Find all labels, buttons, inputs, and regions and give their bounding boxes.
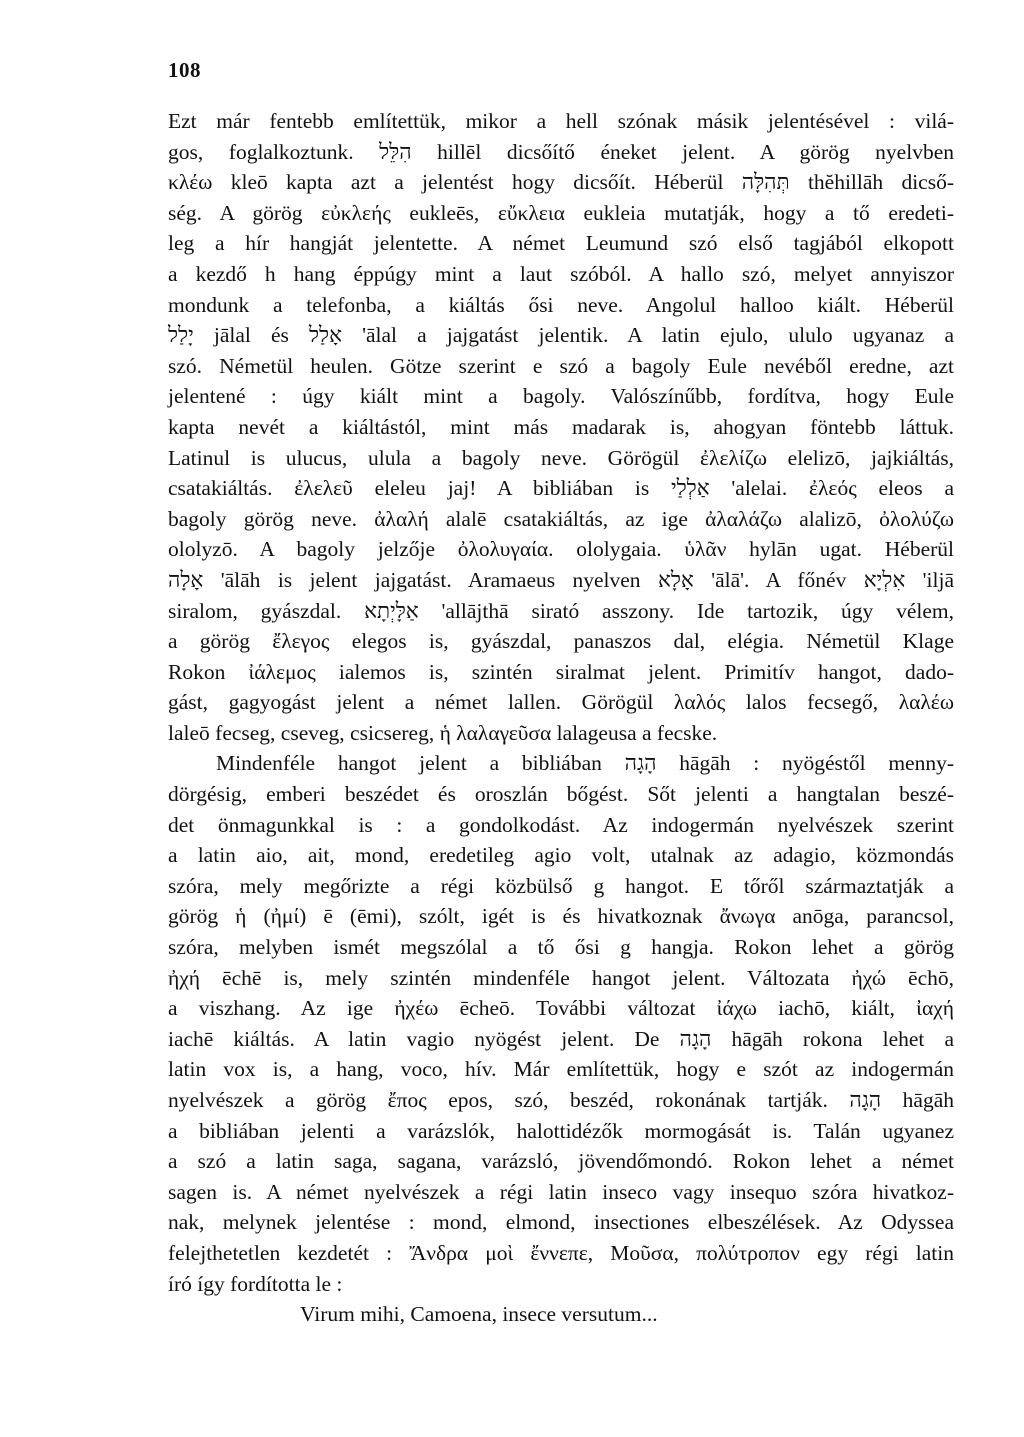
text-line: אָלָה 'ālāh is jelent jajgatást. Aramaeus nyelven אָלָא 'ālā'. A főnév אִלְיָא 'iljā [168, 567, 954, 592]
text-line: iachē kiáltás. A latin vagio nyögést jelent. De הָגָה hāgāh rokona lehet a [168, 1026, 954, 1051]
text-line: a viszhang. Az ige ἠχέω ēcheō. További változat ἰάχω iachō, kiált, ἰαχή [168, 996, 954, 1021]
text-line: a görög ἔλεγος elegos is, gyászdal, panaszos dal, elégia. Németül Klage [168, 629, 954, 654]
text-line: mondunk a telefonba, a kiáltás ősi neve. Angolul halloo kiált. Héberül [168, 292, 954, 317]
text-line: יָלַל jālal és אָלַל 'ālal a jajgatást jelentik. A latin ejulo, ululo ugyanaz a [168, 323, 954, 348]
text-line: siralom, gyászdal. אַלָּיְתָא 'allājthā sirató asszony. Ide tartozik, úgy vélem, [168, 598, 954, 623]
text-line: gos, foglalkoztunk. הִלֵּל hillēl dicsőítő éneket jelent. A görög nyelvben [168, 139, 954, 164]
text-line: Rokon ἰάλεμος ialemos is, szintén siralmat jelent. Primitív hangot, dado- [168, 659, 954, 684]
text-line: író így fordította le : [168, 1271, 343, 1296]
text-line: nak, melynek jelentése : mond, elmond, insectiones elbeszélések. Az Odyssea [168, 1210, 954, 1235]
text-line: sagen is. A német nyelvészek a régi latin inseco vagy insequo szóra hivatkoz- [168, 1179, 954, 1204]
paragraph-2 [168, 748, 954, 1299]
text-line: dörgésig, emberi beszédet és oroszlán bőgést. Sőt jelenti a hangtalan beszé- [168, 782, 954, 807]
text-line: a bibliában jelenti a varázslók, halottidézők mormogását is. Talán ugyanez [168, 1118, 954, 1143]
text-line: ἠχή ēchē is, mely szintén mindenféle hangot jelent. Változata ἠχώ ēchō, [168, 965, 954, 990]
text-line: Latinul is ulucus, ulula a bagoly neve. Görögül ἐλελίζω elelizō, jajkiáltás, [168, 445, 954, 470]
text-line: felejthetetlen kezdetét : Ἄνδρα μοὶ ἔννεπε, Μοῦσα, πολύτροπον egy régi latin [168, 1240, 954, 1265]
text-line: Mindenféle hangot jelent a bibliában הָגָה hāgāh : nyögéstől menny- [216, 751, 955, 776]
text-line: szóra, mely megőrizte a régi közbülső g hangot. E tőről származtatják a [168, 873, 954, 898]
text-line: csatakiáltás. ἐλελεῦ eleleu jaj! A bibliában is אַלְלַי 'alelai. ἐλεός eleos a [168, 476, 954, 501]
text-line: gást, gagyogást jelent a német lallen. Görögül λαλός lalos fecsegő, λαλέω [168, 690, 954, 715]
page-number: 108 [168, 58, 201, 82]
text-line: kapta nevét a kiáltástól, mint más madarak is, ahogyan föntebb láttuk. [168, 414, 954, 439]
text-line: a szó a latin saga, sagana, varázsló, jövendőmondó. Rokon lehet a német [168, 1149, 954, 1174]
body-text [168, 106, 954, 1299]
text-line: leg a hír hangját jelentette. A német Leumund szó első tagjából elkopott [168, 231, 954, 256]
text-line: bagoly görög neve. ἀλαλή alalē csatakiáltás, az ige ἀλαλάζω alalizō, ὀλολύζω [168, 506, 954, 531]
text-line: latin vox is, a hang, voco, hív. Már említettük, hogy e szót az indogermán [168, 1057, 954, 1082]
text-line: szó. Németül heulen. Götze szerint e szó a bagoly Eule nevéből eredne, azt [168, 353, 954, 378]
text-line: jelentené : úgy kiált mint a bagoly. Valószínűbb, fordítva, hogy Eule [168, 384, 954, 409]
verse-quotation: Virum mihi, Camoena, insece versutum... [300, 1302, 658, 1326]
text-line: a latin aio, ait, mond, eredetileg agio volt, utalnak az adagio, közmondás [168, 843, 954, 868]
text-line: a kezdő h hang éppúgy mint a laut szóból. A hallo szó, melyet annyiszor [168, 261, 954, 286]
text-line: κλέω kleō kapta azt a jelentést hogy dicsőít. Héberül תְּהִלָּה thĕhillāh dicső- [168, 170, 954, 195]
text-line: szóra, melyben ismét megszólal a tő ősi g hangja. Rokon lehet a görög [168, 935, 954, 960]
text-line: det önmagunkkal is : a gondolkodást. Az indogermán nyelvészek szerint [168, 812, 954, 837]
text-line: nyelvészek a görög ἔπος epos, szó, beszéd, rokonának tartják. הָגָה hāgāh [168, 1088, 954, 1112]
text-line: görög ἡ (ἠμί) ē (ēmi), szólt, igét is és hivatkoznak ἄνωγα anōga, parancsol, [168, 904, 954, 929]
paragraph-1 [168, 106, 954, 748]
text-line: laleō fecseg, cseveg, csicsereg, ἡ λαλαγεῦσα lalageusa a fecske. [168, 720, 718, 745]
text-line: ség. A görög εὐκλεής eukleēs, εὔκλεια eukleia mutatják, hogy a tő eredeti- [168, 200, 954, 225]
text-line: ololyzō. A bagoly jelzője ὀλολυγαία. ololygaia. ὑλᾶν hylān ugat. Héberül [168, 537, 954, 562]
text-line: Ezt már fentebb említettük, mikor a hell szónak másik jelentésével : vilá- [168, 109, 954, 133]
